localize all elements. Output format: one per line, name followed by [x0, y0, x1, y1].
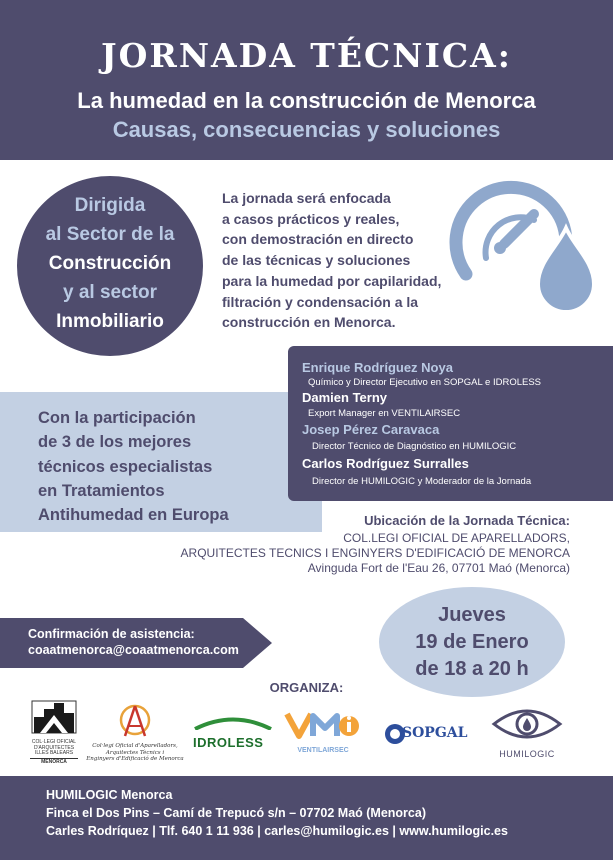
intro-line: de las técnicas y soluciones: [222, 252, 411, 269]
coaib-text: [30, 740, 78, 765]
intro-line: a casos prácticos y reales,: [222, 210, 400, 227]
date-line: 19 de Enero: [415, 631, 529, 653]
coaat-text: [85, 743, 185, 763]
idroless-name: IDROLESS: [193, 735, 264, 750]
speaker-name: Damien Terny: [302, 390, 388, 405]
page-subtitle: La humedad en la construcción de Menorca: [77, 88, 536, 113]
audience-line: Inmobiliario: [56, 311, 164, 332]
speaker-name: Josep Pérez Caravaca: [302, 422, 440, 437]
coaib-text-line: COL·LEGI OFICIAL: [31, 739, 77, 745]
speaker-name: Enrique Rodríguez Noya: [302, 360, 453, 375]
speaker-role: Director de HUMILOGIC y Moderador de la Jornada: [312, 476, 532, 487]
location-line: COL.LEGI OFICIAL DE APARELLADORS,: [343, 531, 570, 545]
intro-line: La jornada será enfocada: [222, 190, 391, 206]
intro-paragraph: [222, 188, 457, 333]
humilogic-name: HUMILOGIC: [499, 749, 555, 759]
participation-line: en Tratamientos: [38, 481, 165, 500]
participation-line: técnicos especialistas: [38, 457, 213, 476]
confirmation-email-link[interactable]: coaatmenorca@coaatmenorca.com: [28, 643, 239, 657]
audience-line: al Sector de la: [45, 224, 175, 245]
intro-line: construcción en Menorca.: [222, 314, 396, 331]
coaib-emblem-icon: [30, 699, 78, 735]
humidity-gauge-icon: [438, 166, 598, 326]
coaib-text-line: D'ARQUITECTES: [33, 744, 75, 751]
speaker-role: Export Manager en VENTILAIRSEC: [308, 408, 461, 419]
sopgal-logo: [384, 721, 474, 747]
ventilairsec-vmi-icon: [283, 710, 363, 742]
coaib-text-line: MENORCA: [30, 758, 78, 766]
sopgal-name: SOPGAL: [402, 725, 468, 741]
coaat-logo: [85, 704, 185, 766]
confirmation-label: Confirmación de asistencia:: [28, 627, 195, 641]
location-line: Avinguda Fort de l'Eau 26, 07701 Maó (Menorca): [307, 561, 570, 575]
participation-line: Con la participación: [38, 409, 196, 427]
location-title: Ubicación de la Jornada Técnica:: [364, 513, 570, 528]
footer-address: Finca el Dos Pins – Camí de Trepucó s/n – 07702 Maó (Menorca): [46, 806, 426, 820]
footer-contact: Carles Rodríquez | Tlf. 640 1 11 936 | carles@humilogic.es | www.humilogic.es: [46, 824, 508, 838]
idroless-arc-icon: [193, 716, 273, 730]
idroless-logo: [193, 716, 273, 750]
participation-line: Antihumedad en Europa: [38, 506, 229, 525]
speaker-role: Director Técnico de Diagnóstico en HUMILOGIC: [312, 441, 517, 452]
footer: [0, 776, 613, 860]
audience-line: Dirigida: [74, 195, 146, 216]
speaker-role: Químico y Director Ejecutivo en SOPGAL e IDROLESS: [308, 377, 542, 388]
coaib-text-line: ILLES BALEARS: [34, 750, 74, 756]
coaib-logo: [30, 699, 78, 769]
date-line: Jueves: [438, 604, 506, 626]
page-tagline: Causas, consecuencias y soluciones: [112, 117, 501, 142]
audience-line: Construcción: [48, 253, 172, 274]
coaat-text-line: Arquitectes Tècnics i: [105, 749, 165, 756]
speakers-panel: [288, 346, 613, 501]
intro-line: con demostración en directo: [222, 231, 414, 248]
location-line: ARQUITECTES TECNICS I ENGINYERS D'EDIFICACIÓ DE MENORCA: [180, 546, 570, 560]
audience-circle: [17, 176, 203, 356]
intro-line: filtración y condensación a la: [222, 293, 419, 310]
participation-line: de 3 de los mejores: [38, 433, 192, 452]
date-line: de 18 a 20 h: [415, 658, 529, 680]
participation-text: [38, 406, 308, 527]
intro-line: para la humedad por capilaridad,: [222, 272, 442, 289]
footer-company: HUMILOGIC Menorca: [46, 788, 173, 802]
coaat-text-line: Col·legi Oficial d'Aparelladors,: [92, 743, 178, 749]
coaat-text-line: Enginyers d'Edificació de Menorca: [86, 756, 184, 762]
audience-line: y al sector: [63, 282, 157, 303]
page-title: JORNADA TÉCNICA:: [101, 36, 512, 75]
eye-icon: [490, 704, 564, 744]
speaker-name: Carlos Rodríguez Surralles: [302, 456, 469, 471]
coaat-compass-icon: [85, 704, 185, 738]
ventilairsec-logo: [283, 710, 363, 754]
ventilairsec-name: VENTILAIRSEC: [297, 747, 349, 754]
organizers-heading: ORGANIZA:: [269, 680, 344, 695]
humilogic-logo: [490, 704, 564, 764]
